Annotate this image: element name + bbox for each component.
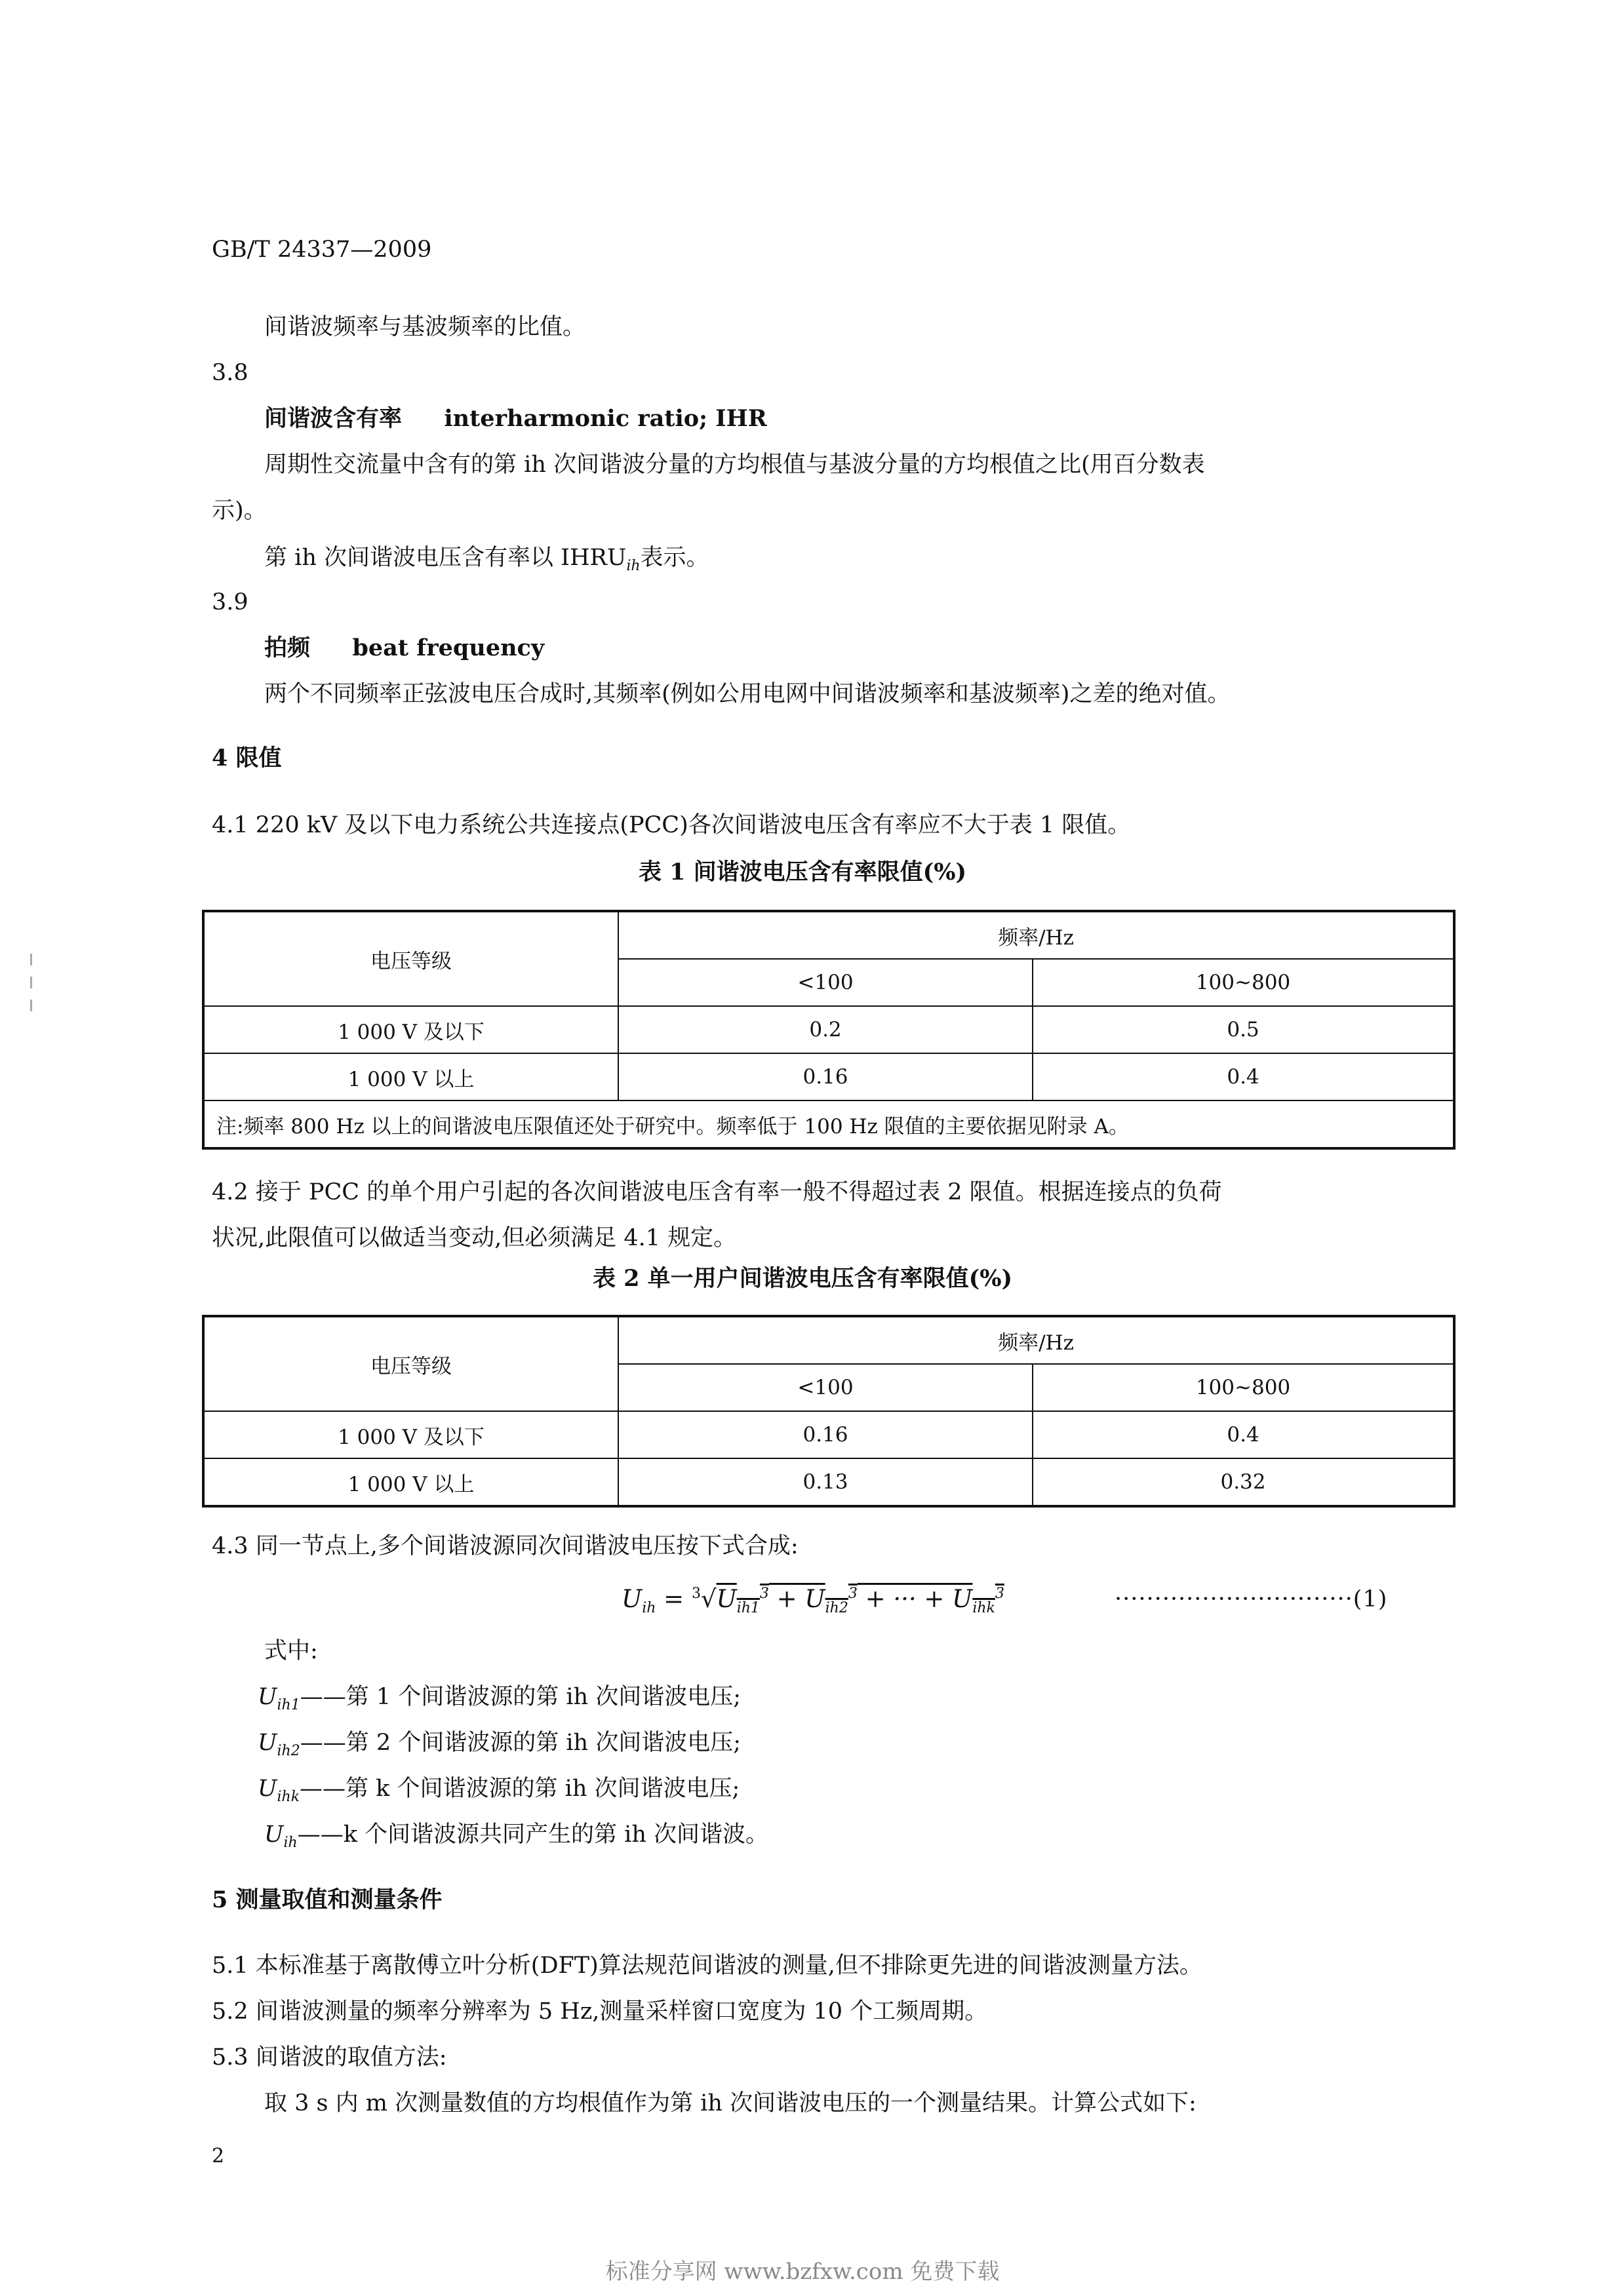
table-1-subheader-lt100: <100: [618, 959, 1033, 1006]
table-2-cell-lt100: 0.13: [618, 1458, 1033, 1506]
clause-5-3-line2: 取 3 s 内 m 次测量数值的方均根值作为第 ih 次间谐波电压的一个测量结果。计算公式如下:: [264, 2090, 1197, 2116]
table-1-subheader-100-800: 100~800: [1033, 959, 1454, 1006]
term-3-8: [264, 405, 767, 433]
table-1-cell-100-800: 0.5: [1033, 1006, 1454, 1053]
symbol: U: [264, 1821, 284, 1848]
table-2-cell-level: 1 000 V 及以下: [203, 1411, 618, 1458]
term-3-8-cn: 间谐波含有率: [264, 405, 403, 432]
symbol-text: ——第 2 个间谐波源的第 ih 次间谐波电压;: [300, 1730, 742, 1756]
term-3-9: [264, 634, 544, 662]
table-row: [203, 1053, 1454, 1100]
where-label: 式中:: [264, 1638, 318, 1664]
clause-4-3: 4.3 同一节点上,多个间谐波源同次间谐波电压按下式合成:: [212, 1533, 799, 1559]
table-2: [202, 1315, 1456, 1508]
formula-1-number: (1): [1353, 1586, 1388, 1612]
clause-5-3: 5.3 间谐波的取值方法:: [212, 2044, 447, 2071]
formula-1: $U_{ih} = ^3√U_{ih1}^3 + U_{ih2}^3$ + ··· + $U_{ihk}^3$: [622, 1585, 1004, 1616]
document-code: GB/T 24337—2009: [212, 237, 432, 263]
section-5-heading: 5 测量取值和测量条件: [212, 1886, 443, 1913]
note-3-8: [264, 544, 709, 572]
footer-watermark: 标准分享网 www.bzfxw.com 免费下载: [605, 2259, 1000, 2285]
clause-5-1: 5.1 本标准基于离散傅立叶分析(DFT)算法规范间谐波的测量,但不排除更先进的间谐波测量方法。: [212, 1953, 1202, 1979]
table-1-cell-lt100: 0.16: [618, 1053, 1033, 1100]
note-3-8-text: 第 ih 次间谐波电压含有率以 IHRU: [264, 545, 627, 571]
table-1-cell-lt100: 0.2: [618, 1006, 1033, 1053]
clause-4-2-line2: 状况,此限值可以做适当变动,但必须满足 4.1 规定。: [212, 1225, 737, 1251]
symbol-subscript: ih: [283, 1835, 298, 1851]
clause-3-8-number: 3.8: [212, 360, 248, 386]
note-3-8-subscript: ih: [626, 558, 641, 574]
term-3-9-en: beat frequency: [352, 634, 545, 661]
table-1-cell-level: 1 000 V 以上: [203, 1053, 618, 1100]
symbol-definition: [258, 1683, 741, 1711]
table-row: [203, 1411, 1454, 1458]
table-2-header-voltage: 电压等级: [203, 1316, 618, 1411]
symbol-text: ——第 k 个间谐波源的第 ih 次间谐波电压;: [300, 1776, 740, 1802]
table-1: [202, 910, 1456, 1150]
symbol-subscript: ihk: [277, 1789, 300, 1805]
clause-4-1: 4.1 220 kV 及以下电力系统公共连接点(PCC)各次间谐波电压含有率应不大于表 1 限值。: [212, 812, 1131, 838]
table-2-subheader-100-800: 100~800: [1033, 1364, 1454, 1411]
symbol-subscript: ih1: [277, 1697, 300, 1713]
table-1-cell-100-800: 0.4: [1033, 1053, 1454, 1100]
definition-3-8-line1: 周期性交流量中含有的第 ih 次间谐波分量的方均根值与基波分量的方均根值之比(用百分数表: [264, 452, 1205, 478]
definition-3-9: 两个不同频率正弦波电压合成时,其频率(例如公用电网中间谐波频率和基波频率)之差的绝对值。: [264, 681, 1231, 707]
symbol-subscript: ih2: [277, 1743, 300, 1759]
table-1-header-voltage: 电压等级: [203, 911, 618, 1006]
margin-mark: [30, 1000, 32, 1011]
note-3-8-text-end: 表示。: [640, 545, 709, 571]
definition-3-8-line2: 示)。: [212, 497, 267, 524]
table-1-note: 注:频率 800 Hz 以上的间谐波电压限值还处于研究中。频率低于 100 Hz 限值的主要依据见附录 A。: [203, 1100, 1454, 1148]
symbol-definition: [258, 1775, 740, 1805]
table-2-subheader-lt100: <100: [618, 1364, 1033, 1411]
symbol: U: [258, 1730, 277, 1756]
symbol: U: [258, 1684, 277, 1710]
table-row: [203, 1006, 1454, 1053]
table-2-cell-level: 1 000 V 以上: [203, 1458, 618, 1506]
term-3-9-cn: 拍频: [264, 634, 311, 661]
table-2-cell-100-800: 0.4: [1033, 1411, 1454, 1458]
margin-mark: [30, 977, 32, 988]
symbol-text: ——第 1 个间谐波源的第 ih 次间谐波电压;: [300, 1684, 742, 1710]
clause-4-2-line1: 4.2 接于 PCC 的单个用户引起的各次间谐波电压含有率一般不得超过表 2 限值。根据连接点的负荷: [212, 1179, 1222, 1205]
page-number: 2: [212, 2145, 225, 2168]
table-2-cell-100-800: 0.32: [1033, 1458, 1454, 1506]
margin-mark: [30, 954, 32, 965]
symbol-definition: [264, 1821, 769, 1851]
symbol-text: ——k 个间谐波源共同产生的第 ih 次间谐波。: [297, 1821, 769, 1848]
table-row: [203, 1458, 1454, 1506]
clause-5-2: 5.2 间谐波测量的频率分辨率为 5 Hz,测量采样窗口宽度为 10 个工频周期。: [212, 1998, 988, 2025]
table-2-header-frequency: 频率/Hz: [618, 1316, 1454, 1364]
table-1-caption: 表 1 间谐波电压含有率限值(%): [638, 859, 967, 885]
table-1-cell-level: 1 000 V 及以下: [203, 1006, 618, 1053]
table-2-cell-lt100: 0.16: [618, 1411, 1033, 1458]
table-2-caption: 表 2 单一用户间谐波电压含有率限值(%): [592, 1265, 1013, 1292]
definition-3-7-tail: 间谐波频率与基波频率的比值。: [264, 314, 586, 340]
section-4-heading: 4 限值: [212, 745, 282, 771]
clause-3-9-number: 3.9: [212, 589, 248, 615]
table-1-header-frequency: 频率/Hz: [618, 911, 1454, 959]
symbol-definition: [258, 1729, 741, 1757]
symbol: U: [258, 1776, 277, 1802]
term-3-8-en: interharmonic ratio; IHR: [444, 405, 767, 432]
formula-1-leader: ······························(1): [1115, 1586, 1388, 1612]
